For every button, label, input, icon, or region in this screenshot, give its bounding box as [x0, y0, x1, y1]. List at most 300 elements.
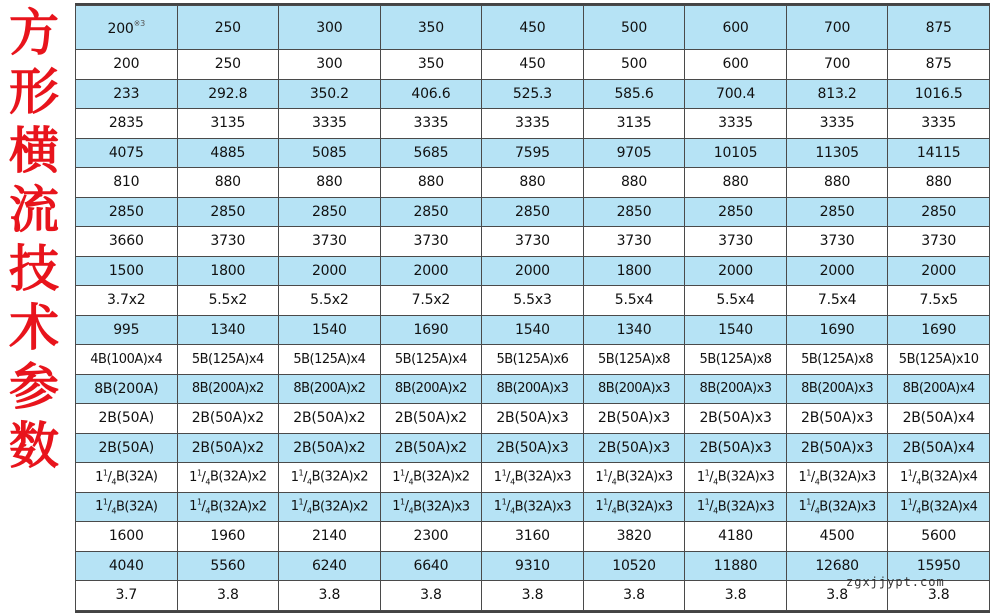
table-row [76, 286, 990, 316]
table-cell: 880 [380, 168, 482, 198]
fraction-denominator: 4 [408, 506, 414, 516]
table-cell: 292.8 [177, 79, 279, 109]
fraction-prefix: $1^1/_4$ [392, 497, 414, 516]
table-cell: 2140 [279, 522, 381, 552]
table-cell: 2B(50A)x3 [583, 433, 685, 463]
table-cell: 2850 [685, 197, 787, 227]
table-cell [482, 492, 584, 522]
fraction-prefix: $1^1/_4$ [95, 468, 116, 487]
fraction-numerator: 1 [806, 468, 811, 478]
table-cell: 3730 [482, 227, 584, 257]
fraction-prefix: $1^1/_4$ [595, 497, 617, 516]
table-cell: 3730 [177, 227, 279, 257]
table-cell: 2B(50A)x2 [380, 433, 482, 463]
fraction-denominator: 4 [408, 477, 414, 487]
table-cell: 5B(125A)x4 [177, 345, 279, 375]
table-cell: 5B(125A)x8 [583, 345, 685, 375]
title-char: 技 [9, 240, 59, 298]
table-cell: 880 [482, 168, 584, 198]
table-cell: 3.8 [279, 581, 381, 611]
table-cell: 880 [279, 168, 381, 198]
table-cell: 11880 [685, 551, 787, 581]
table-cell: 5600 [888, 522, 990, 552]
cell-text: B(32A)x3 [616, 499, 673, 515]
title-char: 横 [9, 122, 59, 180]
table-cell: 3.8 [583, 581, 685, 611]
fraction-denominator: 4 [111, 477, 116, 487]
fraction-prefix: $1^1/_4$ [493, 468, 515, 487]
table-cell [482, 463, 584, 493]
table-cell: 2000 [482, 256, 584, 286]
table-row [76, 227, 990, 257]
header-cell: 250 [177, 6, 279, 50]
table-cell: 995 [76, 315, 178, 345]
table-cell: 700.4 [685, 79, 787, 109]
table-cell: 3.7x2 [76, 286, 178, 316]
fraction-denominator: 4 [510, 477, 515, 487]
table-cell: 350.2 [279, 79, 381, 109]
table-cell: 1340 [177, 315, 279, 345]
table-cell: 6240 [279, 551, 381, 581]
table-cell [279, 492, 381, 522]
table-cell: 3730 [786, 227, 888, 257]
fraction-prefix: $1^1/_4$ [900, 497, 921, 516]
fraction-denominator: 4 [814, 477, 820, 487]
cell-text: B(32A)x3 [717, 499, 775, 515]
fraction-prefix: $1^1/_4$ [493, 497, 515, 516]
fraction-prefix: $1^1/_4$ [696, 468, 718, 487]
table-cell: 3335 [888, 109, 990, 139]
table-cell: 1540 [279, 315, 381, 345]
fraction-numerator: 1 [298, 497, 304, 507]
table-cell: 3160 [482, 522, 584, 552]
fraction-whole: 1 [189, 499, 197, 515]
header-cell [76, 6, 178, 50]
table-cell: 4B(100A)x4 [76, 345, 178, 375]
table-cell: 500 [583, 50, 685, 80]
table-cell [685, 463, 787, 493]
spec-table-wrapper [75, 3, 990, 613]
table-cell: 1690 [786, 315, 888, 345]
fraction-numerator: 1 [603, 468, 608, 478]
table-cell: 2B(50A)x4 [888, 404, 990, 434]
table-cell: 2B(50A)x3 [482, 433, 584, 463]
fraction-numerator: 1 [603, 497, 608, 507]
table-cell [76, 492, 178, 522]
table-cell: 5685 [380, 138, 482, 168]
title-char: 参 [9, 358, 59, 416]
table-cell: 1500 [76, 256, 178, 286]
table-cell: 2000 [786, 256, 888, 286]
table-cell: 200 [76, 50, 178, 80]
fraction-numerator: 1 [102, 497, 108, 507]
table-cell [583, 463, 685, 493]
table-row [76, 463, 990, 493]
table-cell: 2B(50A)x3 [583, 404, 685, 434]
fraction-prefix: $1^1/_4$ [900, 468, 921, 487]
cell-text: B(32A)x2 [311, 499, 369, 515]
table-cell: 700 [786, 50, 888, 80]
table-cell [279, 463, 381, 493]
table-cell: 3.7 [76, 581, 178, 611]
table-cell: 12680 [786, 551, 888, 581]
fraction-numerator: 1 [501, 497, 507, 507]
fraction-prefix: $1^1/_4$ [95, 497, 116, 516]
table-cell: 8B(200A) [76, 374, 178, 404]
fraction-denominator: 4 [916, 506, 921, 516]
cell-text: B(32A)x3 [616, 469, 673, 485]
table-cell: 4500 [786, 522, 888, 552]
fraction-whole: 1 [798, 499, 807, 515]
table-cell: 9705 [583, 138, 685, 168]
table-cell: 2B(50A)x2 [279, 404, 381, 434]
table-cell: 3335 [786, 109, 888, 139]
table-cell: 8B(200A)x3 [786, 374, 888, 404]
cell-text: B(32A)x3 [514, 469, 572, 485]
fraction-denominator: 4 [611, 506, 617, 516]
table-cell: 5B(125A)x10 [888, 345, 990, 375]
fraction-whole: 1 [189, 469, 197, 485]
table-cell: 8B(200A)x3 [482, 374, 584, 404]
table-cell: 3730 [888, 227, 990, 257]
fraction-whole: 1 [798, 469, 807, 485]
fraction-whole: 1 [900, 499, 908, 515]
table-cell: 2850 [76, 197, 178, 227]
title-char: 术 [9, 299, 59, 357]
table-cell: 2850 [380, 197, 482, 227]
fraction-denominator: 4 [306, 506, 312, 516]
table-cell: 525.3 [482, 79, 584, 109]
table-cell: 2B(50A) [76, 433, 178, 463]
table-cell: 10520 [583, 551, 685, 581]
table-cell: 875 [888, 50, 990, 80]
table-cell: 2000 [380, 256, 482, 286]
cell-text: B(32A)x3 [819, 469, 876, 485]
table-cell: 1540 [685, 315, 787, 345]
table-cell: 5.5x4 [583, 286, 685, 316]
table-cell: 406.6 [380, 79, 482, 109]
fraction-numerator: 1 [400, 468, 405, 478]
table-cell: 1690 [888, 315, 990, 345]
table-cell: 1540 [482, 315, 584, 345]
table-cell: 7.5x4 [786, 286, 888, 316]
fraction-prefix: $1^1/_4$ [696, 497, 718, 516]
table-cell [786, 463, 888, 493]
table-cell [888, 463, 990, 493]
table-cell: 4075 [76, 138, 178, 168]
table-cell: 1340 [583, 315, 685, 345]
watermark-text: zgxjjypt.com [846, 575, 945, 589]
cell-text: B(32A)x2 [413, 469, 470, 485]
table-cell: 2B(50A) [76, 404, 178, 434]
table-cell: 3335 [279, 109, 381, 139]
table-cell: 7.5x5 [888, 286, 990, 316]
fraction-denominator: 4 [111, 506, 116, 516]
table-cell: 11305 [786, 138, 888, 168]
table-row [76, 50, 990, 80]
fraction-numerator: 1 [102, 468, 108, 478]
table-cell: 2B(50A)x3 [685, 433, 787, 463]
header-cell: 450 [482, 6, 584, 50]
fraction-prefix: $1^1/_4$ [290, 468, 312, 487]
header-row [76, 6, 990, 50]
table-cell: 2000 [888, 256, 990, 286]
fraction-prefix: $1^1/_4$ [392, 468, 414, 487]
table-cell [786, 492, 888, 522]
fraction-denominator: 4 [510, 506, 515, 516]
table-cell: 2850 [482, 197, 584, 227]
table-cell: 2850 [786, 197, 888, 227]
table-cell: 3135 [583, 109, 685, 139]
table-cell: 880 [685, 168, 787, 198]
table-cell: 14115 [888, 138, 990, 168]
table-cell: 2000 [685, 256, 787, 286]
table-cell: 3730 [685, 227, 787, 257]
table-row [76, 315, 990, 345]
table-cell: 233 [76, 79, 178, 109]
fraction-whole: 1 [696, 499, 705, 515]
fraction-prefix: $1^1/_4$ [189, 497, 211, 516]
table-cell: 9310 [482, 551, 584, 581]
table-cell: 1690 [380, 315, 482, 345]
table-cell: 880 [177, 168, 279, 198]
table-cell: 4885 [177, 138, 279, 168]
table-cell: 3335 [380, 109, 482, 139]
table-cell: 5B(125A)x4 [279, 345, 381, 375]
fraction-prefix: $1^1/_4$ [290, 497, 312, 516]
table-cell: 350 [380, 50, 482, 80]
table-cell [177, 492, 279, 522]
cell-text: B(32A)x2 [210, 469, 267, 485]
cell-text: B(32A)x3 [717, 469, 775, 485]
fraction-prefix: $1^1/_4$ [189, 468, 211, 487]
fraction-numerator: 1 [907, 497, 913, 507]
cell-text: B(32A)x3 [413, 499, 470, 515]
table-cell: 880 [888, 168, 990, 198]
table-cell [685, 492, 787, 522]
table-cell: 450 [482, 50, 584, 80]
table-cell: 2B(50A)x3 [482, 404, 584, 434]
fraction-prefix: $1^1/_4$ [798, 468, 820, 487]
table-cell: 3820 [583, 522, 685, 552]
table-cell: 2850 [279, 197, 381, 227]
table-cell: 880 [786, 168, 888, 198]
table-cell: 5B(125A)x8 [786, 345, 888, 375]
table-cell: 1960 [177, 522, 279, 552]
fraction-numerator: 1 [704, 468, 710, 478]
fraction-whole: 1 [493, 499, 502, 515]
table-cell: 3.8 [888, 581, 990, 611]
table-cell: 5.5x2 [177, 286, 279, 316]
table-cell: 5B(125A)x6 [482, 345, 584, 375]
fraction-whole: 1 [290, 469, 299, 485]
table-cell [177, 463, 279, 493]
table-cell: 880 [583, 168, 685, 198]
fraction-denominator: 4 [205, 506, 211, 516]
fraction-numerator: 1 [298, 468, 304, 478]
table-cell: 2B(50A)x3 [685, 404, 787, 434]
table-row [76, 404, 990, 434]
table-cell: 10105 [685, 138, 787, 168]
table-cell: 8B(200A)x4 [888, 374, 990, 404]
fraction-prefix: $1^1/_4$ [595, 468, 617, 487]
table-cell: 3.8 [786, 581, 888, 611]
header-cell: 300 [279, 6, 381, 50]
table-cell: 1800 [583, 256, 685, 286]
table-cell: 15950 [888, 551, 990, 581]
table-cell: 2850 [888, 197, 990, 227]
table-cell: 2835 [76, 109, 178, 139]
table-cell: 2B(50A)x2 [279, 433, 381, 463]
fraction-numerator: 1 [196, 468, 202, 478]
cell-text: B(32A)x4 [920, 499, 978, 515]
table-row [76, 492, 990, 522]
table-row [76, 168, 990, 198]
table-cell: 2000 [279, 256, 381, 286]
table-cell: 585.6 [583, 79, 685, 109]
header-cell: 500 [583, 6, 685, 50]
table-cell: 3.8 [685, 581, 787, 611]
title-char: 数 [9, 417, 59, 475]
table-cell: 250 [177, 50, 279, 80]
table-row [76, 197, 990, 227]
table-cell: 2B(50A)x2 [177, 404, 279, 434]
table-cell: 600 [685, 50, 787, 80]
fraction-whole: 1 [290, 499, 299, 515]
fraction-numerator: 1 [806, 497, 811, 507]
fraction-whole: 1 [95, 499, 103, 515]
fraction-prefix: $1^1/_4$ [798, 497, 820, 516]
fraction-numerator: 1 [400, 497, 405, 507]
fraction-whole: 1 [392, 469, 401, 485]
table-cell: 2B(50A)x4 [888, 433, 990, 463]
cell-text: B(32A)x3 [514, 499, 572, 515]
table-row [76, 138, 990, 168]
table-row [76, 256, 990, 286]
fraction-numerator: 1 [501, 468, 507, 478]
header-cell: 350 [380, 6, 482, 50]
table-cell: 5.5x2 [279, 286, 381, 316]
table-cell: 3335 [685, 109, 787, 139]
table-cell: 2B(50A)x2 [177, 433, 279, 463]
table-cell: 2300 [380, 522, 482, 552]
table-cell: 8B(200A)x3 [583, 374, 685, 404]
fraction-numerator: 1 [704, 497, 710, 507]
table-cell: 7595 [482, 138, 584, 168]
fraction-whole: 1 [900, 469, 908, 485]
table-cell: 5085 [279, 138, 381, 168]
table-cell: 8B(200A)x3 [685, 374, 787, 404]
table-row [76, 374, 990, 404]
fraction-whole: 1 [493, 469, 502, 485]
header-cell: 600 [685, 6, 787, 50]
cell-text: B(32A) [115, 499, 158, 515]
table-cell: 3.8 [482, 581, 584, 611]
cell-text: B(32A)x3 [819, 499, 876, 515]
fraction-denominator: 4 [713, 477, 718, 487]
table-cell: 4180 [685, 522, 787, 552]
fraction-whole: 1 [392, 499, 401, 515]
table-cell: 8B(200A)x2 [380, 374, 482, 404]
table-cell: 2850 [177, 197, 279, 227]
spec-table [75, 5, 990, 611]
fraction-denominator: 4 [713, 506, 718, 516]
fraction-denominator: 4 [306, 477, 312, 487]
table-cell: 3.8 [380, 581, 482, 611]
table-cell: 2B(50A)x3 [786, 404, 888, 434]
table-cell: 1600 [76, 522, 178, 552]
table-cell: 2B(50A)x2 [380, 404, 482, 434]
cell-text: B(32A)x2 [311, 469, 369, 485]
table-cell: 2850 [583, 197, 685, 227]
table-cell: 3730 [583, 227, 685, 257]
table-cell: 5B(125A)x4 [380, 345, 482, 375]
table-cell: 7.5x2 [380, 286, 482, 316]
table-cell [380, 463, 482, 493]
fraction-denominator: 4 [611, 477, 617, 487]
table-cell: 8B(200A)x2 [177, 374, 279, 404]
fraction-numerator: 1 [907, 468, 913, 478]
table-cell: 3335 [482, 109, 584, 139]
table-cell: 2B(50A)x3 [786, 433, 888, 463]
table-cell: 810 [76, 168, 178, 198]
table-cell: 8B(200A)x2 [279, 374, 381, 404]
fraction-whole: 1 [696, 469, 705, 485]
table-cell: 1800 [177, 256, 279, 286]
fraction-whole: 1 [595, 499, 604, 515]
fraction-denominator: 4 [205, 477, 211, 487]
table-cell: 3135 [177, 109, 279, 139]
cell-text: B(32A)x4 [920, 469, 978, 485]
table-cell: 5.5x4 [685, 286, 787, 316]
table-cell: 5.5x3 [482, 286, 584, 316]
table-cell: 3730 [380, 227, 482, 257]
fraction-denominator: 4 [916, 477, 921, 487]
table-cell: 3730 [279, 227, 381, 257]
vertical-title [0, 0, 68, 606]
cell-text: B(32A) [115, 469, 158, 485]
footnote-mark: ※3 [133, 18, 146, 28]
title-char: 方 [9, 4, 59, 62]
header-value: 200 [107, 20, 134, 37]
table-cell: 3.8 [177, 581, 279, 611]
table-cell [76, 463, 178, 493]
table-row [76, 109, 990, 139]
fraction-numerator: 1 [196, 497, 202, 507]
table-cell: 5B(125A)x8 [685, 345, 787, 375]
title-char: 形 [9, 63, 59, 121]
table-cell [380, 492, 482, 522]
table-cell: 1016.5 [888, 79, 990, 109]
table-row [76, 345, 990, 375]
table-cell: 3660 [76, 227, 178, 257]
title-char: 流 [9, 181, 59, 239]
fraction-denominator: 4 [814, 506, 820, 516]
header-cell: 700 [786, 6, 888, 50]
table-row [76, 433, 990, 463]
cell-text: B(32A)x2 [210, 499, 267, 515]
table-row [76, 522, 990, 552]
table-cell: 813.2 [786, 79, 888, 109]
table-cell [583, 492, 685, 522]
table-cell: 4040 [76, 551, 178, 581]
table-cell: 6640 [380, 551, 482, 581]
header-cell: 875 [888, 6, 990, 50]
table-row [76, 79, 990, 109]
table-cell: 5560 [177, 551, 279, 581]
fraction-whole: 1 [595, 469, 604, 485]
table-cell: 300 [279, 50, 381, 80]
